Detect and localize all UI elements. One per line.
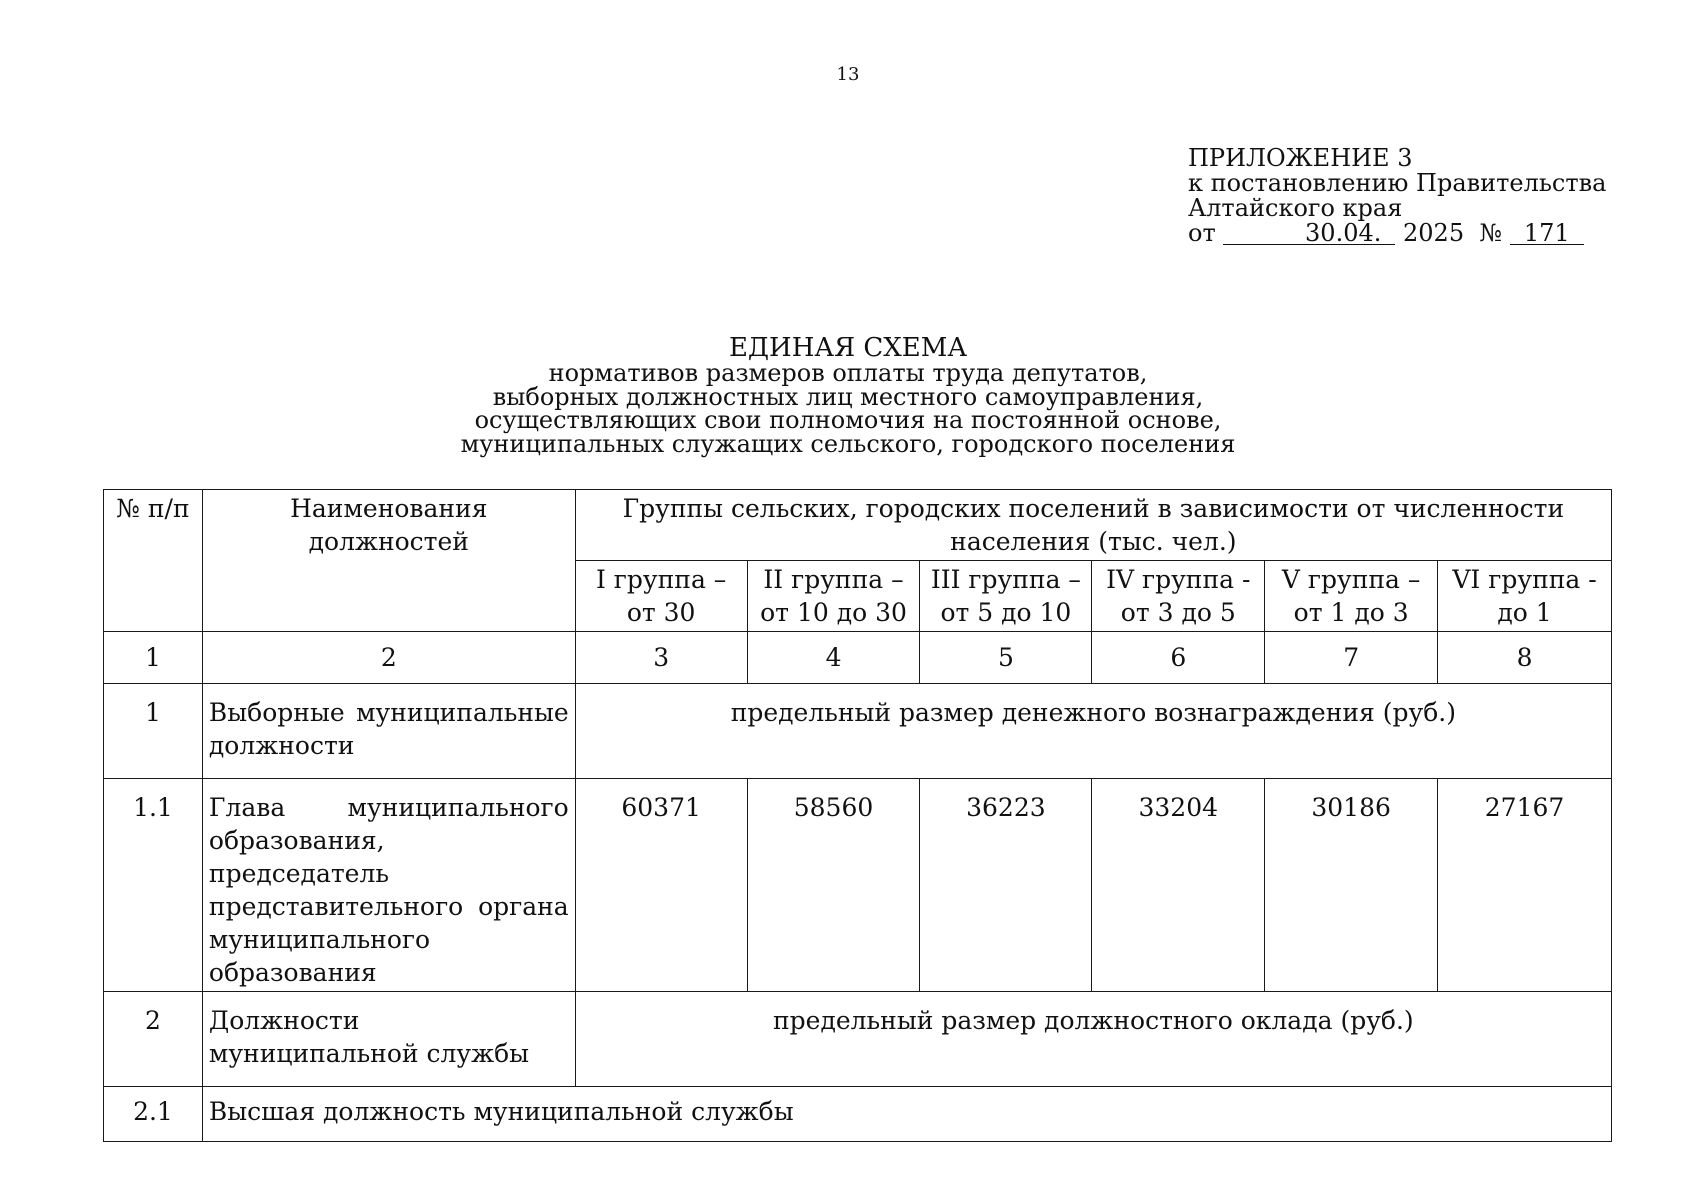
document-title (0, 334, 1696, 456)
header-groups-caption: Группы сельских, городских поселений в зависимости от численности населения (тыс. чел.) (575, 490, 1611, 561)
row-name: Выборные муниципальные должности (202, 684, 575, 779)
column-number-2: 2 (202, 632, 575, 684)
row-num: 1 (104, 684, 203, 779)
row-num: 2 (104, 992, 203, 1087)
column-number-7: 7 (1265, 632, 1438, 684)
column-number-8: 8 (1438, 632, 1612, 684)
header-group-6: VI группа - до 1 (1438, 561, 1612, 632)
order-number: 171 (1510, 222, 1584, 245)
subtitle-line-1: нормативов размеров оплаты труда депутатов, (548, 359, 1148, 387)
column-numbers-row (104, 632, 1612, 684)
header-group-3: III группа – от 5 до 10 (920, 561, 1092, 632)
number-label: № (1479, 219, 1503, 247)
header-num: № п/п (104, 490, 203, 632)
table-row (104, 992, 1612, 1087)
column-number-1: 1 (104, 632, 203, 684)
appendix-order-line (1188, 221, 1606, 246)
row-value-group-6: 27167 (1438, 779, 1612, 992)
table-row (104, 684, 1612, 779)
row-value-group-2: 58560 (747, 779, 920, 992)
row-name: Должности муниципальной службы (202, 992, 575, 1087)
header-group-5: V группа – от 1 до 3 (1265, 561, 1438, 632)
header-row (104, 490, 1612, 561)
column-number-5: 5 (920, 632, 1092, 684)
row-name: Глава муниципального образования, председатель представительного органа муниципального образования (202, 779, 575, 992)
appendix-block (1188, 146, 1606, 246)
column-number-6: 6 (1092, 632, 1265, 684)
header-group-1: I группа – от 30 (575, 561, 747, 632)
appendix-line-2: Алтайского края (1188, 194, 1403, 222)
column-number-3: 3 (575, 632, 747, 684)
header-group-4: IV группа - от 3 до 5 (1092, 561, 1265, 632)
row-span-text: предельный размер должностного оклада (руб.) (575, 992, 1611, 1087)
header-name: Наименования должностей (202, 490, 575, 632)
appendix-line-1: к постановлению Правительства (1188, 169, 1607, 197)
order-year: 2025 (1403, 219, 1465, 247)
row-value-group-3: 36223 (920, 779, 1092, 992)
from-label: от (1188, 219, 1216, 247)
row-value-group-1: 60371 (575, 779, 747, 992)
main-title: ЕДИНАЯ СХЕМА (728, 333, 968, 363)
row-span-text: предельный размер денежного вознаграждения (руб.) (575, 684, 1611, 779)
table-row (104, 1087, 1612, 1142)
row-num: 1.1 (104, 779, 203, 992)
row-num: 2.1 (104, 1087, 203, 1142)
salary-scheme-table (103, 489, 1612, 1142)
row-value-group-5: 30186 (1265, 779, 1438, 992)
page-number: 13 (836, 64, 860, 85)
row-value-group-4: 33204 (1092, 779, 1265, 992)
subtitle-line-2: выборных должностных лиц местного самоуправления, (492, 382, 1204, 411)
row-name: Высшая должность муниципальной службы (202, 1087, 1611, 1142)
table-row (104, 779, 1612, 992)
subtitle-line-4: муниципальных служащих сельского, городского поселения (460, 429, 1236, 458)
subtitle-line-3: осуществляющих свои полномочия на постоянной основе, (474, 406, 1222, 434)
appendix-title: ПРИЛОЖЕНИЕ 3 (1188, 144, 1413, 172)
column-number-4: 4 (747, 632, 920, 684)
header-group-2: II группа – от 10 до 30 (747, 561, 920, 632)
order-date: 30.04. (1223, 222, 1395, 245)
